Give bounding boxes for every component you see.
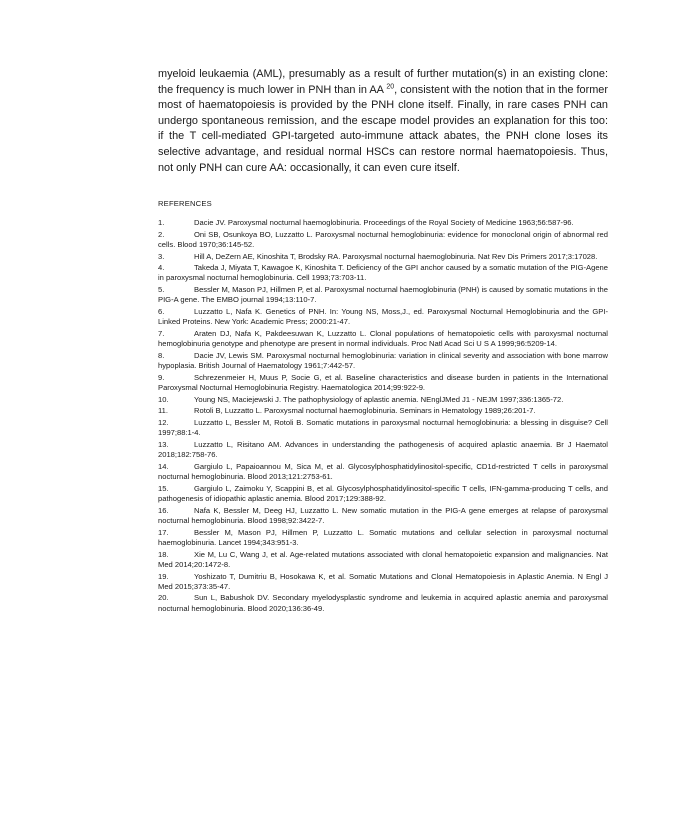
reference-item [158, 307, 608, 328]
reference-number: 9. [158, 372, 165, 382]
reference-text: Luzzatto L, Risitano AM. Advances in understanding the pathogenesis of acquired aplastic anaemia. Br J Haematol 2018;182:758-76. [158, 439, 608, 460]
reference-item [158, 484, 608, 505]
reference-number: 16. [158, 505, 169, 515]
reference-number: 19. [158, 571, 169, 581]
reference-number: 3. [158, 251, 165, 261]
body-text-start: myeloid leukaemia (AML), presumably as a result of further mutation(s) in an existing clone: the frequency is much lower in PNH than in AA [158, 68, 608, 96]
reference-text: Rotoli B, Luzzatto L. Paroxysmal nocturnal haemoglobinuria. Seminars in Hematology 1989;26:201-7. [194, 406, 536, 416]
reference-number: 5. [158, 285, 165, 295]
reference-text: Araten DJ, Nafa K, Pakdeesuwan K, Luzzatto L. Clonal populations of hematopoietic cells with paroxysmal nocturnal hemoglobinuria genotype and phenotype are present in normal individuals. Proc Natl Acad Sci U S A 1999;96:5209-14. [158, 328, 608, 349]
reference-item [158, 373, 608, 394]
citation-superscript: 20 [386, 82, 395, 90]
reference-number: 7. [158, 328, 165, 338]
reference-item [158, 440, 608, 461]
reference-number: 14. [158, 461, 169, 471]
reference-text: Hill A, DeZern AE, Kinoshita T, Brodsky RA. Paroxysmal nocturnal haemoglobinuria. Nat Rev Dis Primers 2017;3:17028. [194, 251, 598, 261]
reference-number: 13. [158, 439, 169, 449]
reference-number: 10. [158, 394, 169, 404]
reference-text: Bessler M, Mason PJ, Hillmen P, et al. Paroxysmal nocturnal haemoglobinuria (PNH) is caused by somatic mutations in the PIG-A gene. The EMBO journal 1994;13:110-7. [158, 285, 608, 305]
reference-text: Yoshizato T, Dumitriu B, Hosokawa K, et al. Somatic Mutations and Clonal Hematopoiesis in Aplastic Anemia. N Engl J Med 2015;373:35-47. [158, 571, 608, 591]
reference-item [158, 285, 608, 306]
reference-text: Sun L, Babushok DV. Secondary myelodysplastic syndrome and leukemia in acquired aplastic anemia and paroxysmal nocturnal hemoglobinuria. Blood 2020;136:36-49. [158, 593, 608, 613]
reference-item [158, 263, 608, 284]
reference-item [158, 593, 608, 614]
reference-item [158, 252, 608, 262]
reference-item [158, 506, 608, 527]
reference-item [158, 572, 608, 593]
reference-number: 17. [158, 527, 169, 537]
reference-text: Bessler M, Mason PJ, Hillmen P, Luzzatto L. Somatic mutations and cellular selection in paroxysmal nocturnal haemoglobinuria. Lancet 1994;343:951-3. [158, 527, 608, 547]
reference-text: Xie M, Lu C, Wang J, et al. Age-related mutations associated with clonal hematopoietic expansion and malignancies. Nat Med 2014;20:1472-8. [158, 549, 608, 569]
reference-text: Schrezenmeier H, Muus P, Socie G, et al. Baseline characteristics and disease burden in patients in the International Paroxysmal Nocturnal Hemoglobinuria Registry. Haematologica 2014;99:922-9. [158, 372, 608, 393]
reference-item [158, 550, 608, 571]
reference-item [158, 462, 608, 483]
reference-item [158, 230, 608, 251]
reference-number: 15. [158, 483, 169, 493]
reference-number: 2. [158, 229, 165, 239]
reference-text: Takeda J, Miyata T, Kawagoe K, Kinoshita T. Deficiency of the GPI anchor caused by a somatic mutation of the PIG-Agene in paroxysmal nocturnal hemoglobinuria. Cell 1993;73:703-11. [158, 263, 608, 283]
reference-text: Luzzatto L, Nafa K. Genetics of PNH. In: Young NS, Moss,J., ed. Paroxysmal Nocturnal Hemoglobinuria and the GPI-Linked Proteins. New York: Academic Press; 2000:21-47. [158, 307, 608, 327]
reference-item [158, 528, 608, 549]
reference-text: Nafa K, Bessler M, Deeg HJ, Luzzatto L. New somatic mutation in the PIG-A gene emerges at relapse of paroxysmal nocturnal hemoglobinuria. Blood 1998;92:3422-7. [158, 505, 608, 526]
reference-text: Young NS, Maciejewski J. The pathophysiology of aplastic anemia. NEnglJMed J1 - NEJM 1997;336:1365-72. [194, 394, 564, 404]
reference-item [158, 395, 608, 405]
reference-text: Dacie JV. Paroxysmal nocturnal haemoglobinuria. Proceedings of the Royal Society of Medicine 1963;56:587-96. [194, 218, 574, 227]
references-heading: REFERENCES [158, 199, 212, 208]
reference-text: Gargiulo L, Zaimoku Y, Scappini B, et al. Glycosylphosphatidylinositol-specific T cells, IFN-gamma-producing T cells, and pathogenesis of idiopathic aplastic anemia. Blood 2017;129:388-92. [158, 483, 608, 504]
reference-text: Oni SB, Osunkoya BO, Luzzatto L. Paroxysmal nocturnal hemoglobinuria: evidence for monoclonal origin of abnormal red cells. Blood 1970;36:145-52. [158, 229, 608, 249]
reference-text: Gargiulo L, Papaioannou M, Sica M, et al. Glycosylphosphatidylinositol-specific, CD1d-restricted T cells in paroxysmal nocturnal hemoglobinuria. Blood 2013;121:2753-61. [158, 461, 608, 482]
reference-number: 18. [158, 549, 169, 559]
reference-number: 1. [158, 218, 165, 227]
reference-number: 20. [158, 593, 169, 603]
reference-item [158, 351, 608, 372]
body-text-end: , consistent with the notion that in the former most of haematopoiesis is provided by the PNH clone itself. Finally, in rare cases PNH can undergo spontaneous remission, and the escape model provides an explanation for this too: if the T cell-mediated GPI-targeted auto-immune attack abates, the PNH clone loses its selective advantage, and residual normal HSCs can restore normal haematopoiesis. Thus, not only PNH can cure AA: occasionally, it can even cure itself. [158, 83, 608, 174]
reference-number: 11. [158, 406, 168, 416]
reference-number: 8. [158, 350, 165, 360]
reference-number: 6. [158, 307, 165, 316]
reference-item [158, 218, 608, 228]
reference-number: 4. [158, 263, 165, 273]
reference-item [158, 406, 608, 416]
reference-text: Luzzatto L, Bessler M, Rotoli B. Somatic mutations in paroxysmal nocturnal hemoglobinuria: a blessing in disguise? Cell 1997;88:1-4. [158, 417, 608, 438]
reference-item [158, 418, 608, 439]
reference-number: 12. [158, 417, 169, 427]
reference-item [158, 329, 608, 350]
body-paragraph [158, 67, 608, 176]
reference-text: Dacie JV, Lewis SM. Paroxysmal nocturnal hemoglobinuria: variation in clinical severity and association with bone marrow hypoplasia. British Journal of Haematology 1961;7:442-57. [158, 350, 608, 371]
reference-list [158, 218, 608, 615]
